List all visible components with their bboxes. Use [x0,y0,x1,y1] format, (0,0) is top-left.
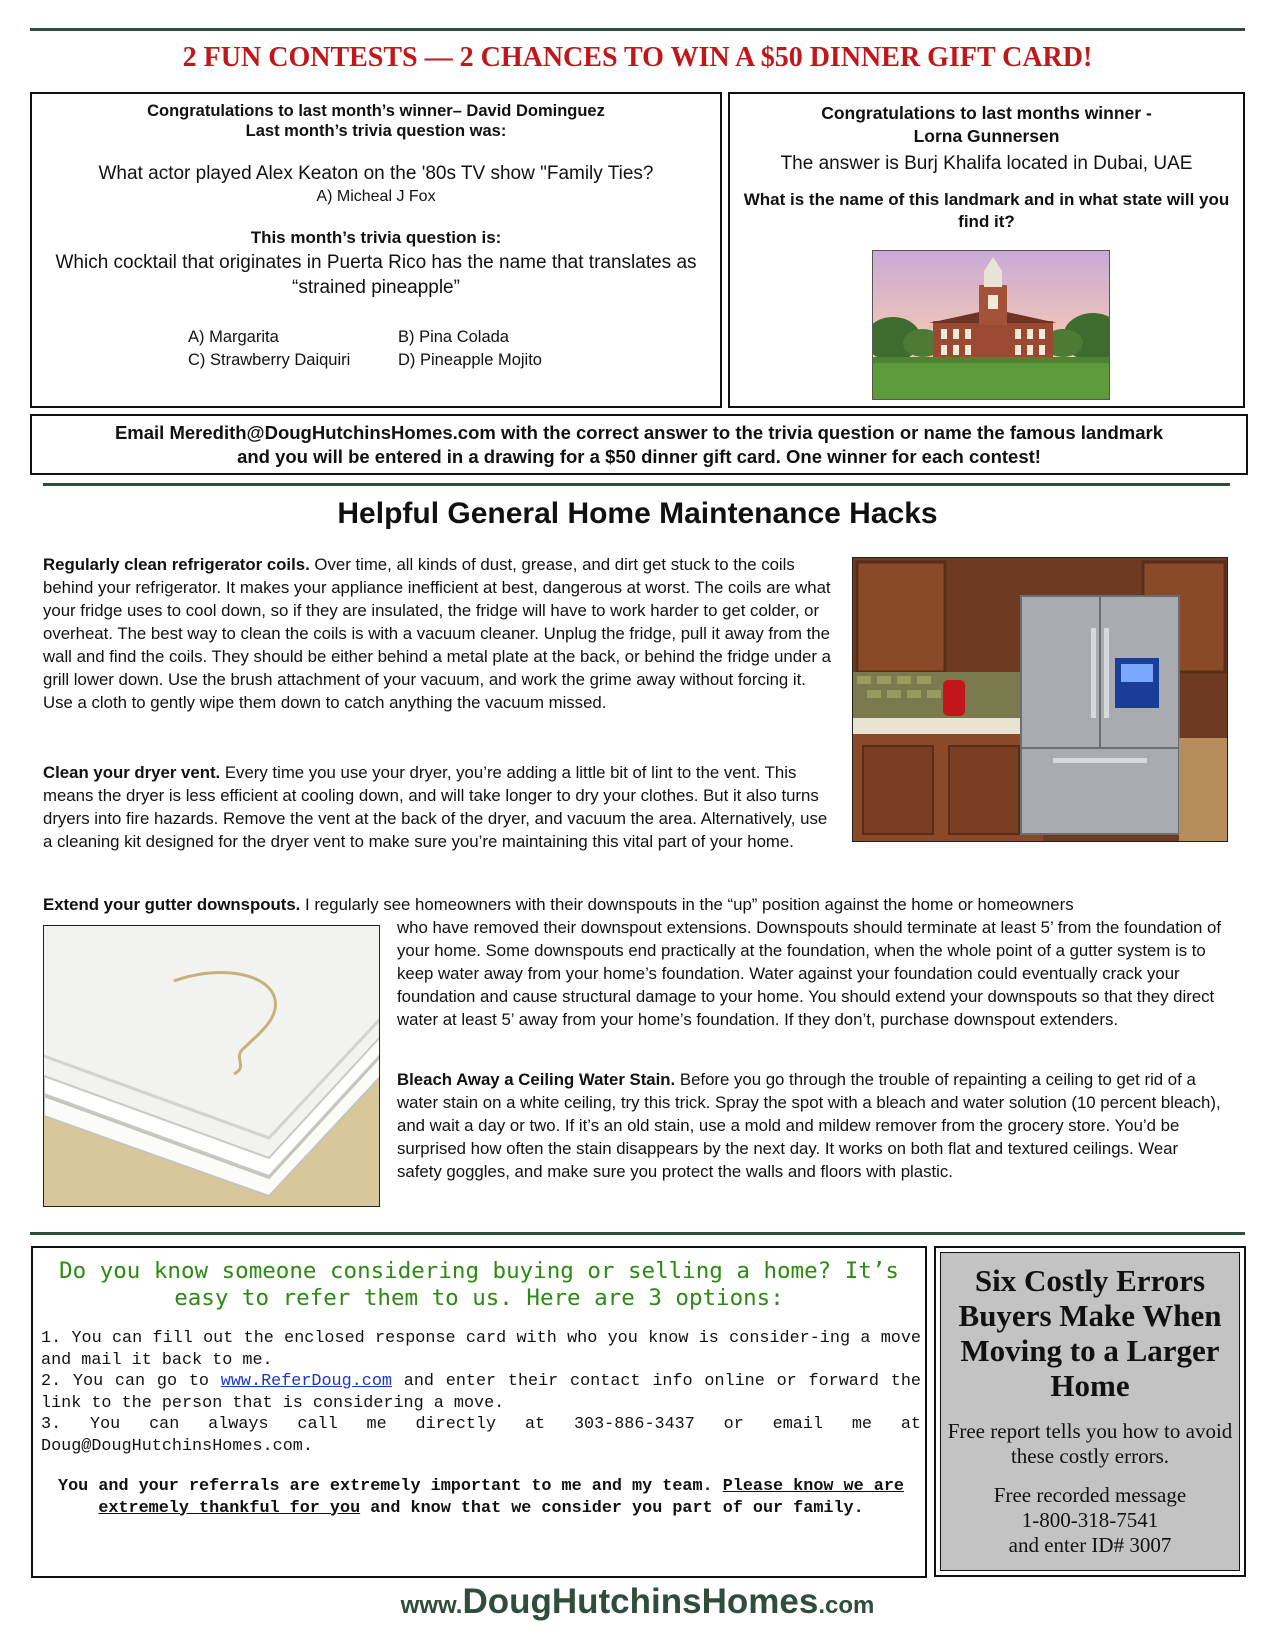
footer-tld: .com [818,1592,875,1619]
referral-heading: Do you know someone considering buying or selling a home? It’s easy to refer them to us. Here are 3 options: [59,1258,899,1311]
last-question: What actor played Alex Keaton on the '80s TV show "Family Ties? [98,163,654,184]
refrigerator-photo [852,557,1228,842]
option-b: B) Pina Colada [398,328,509,346]
email-entry-box [30,414,1248,475]
referral-option-3: 3. You can always call me directly at 303-886-3437 or email me at Doug@DougHutchinsHomes.com. [41,1415,921,1456]
this-question: Which cocktail that originates in Puerta Rico has the name that translates as “strained pineapple” [55,252,697,298]
hack-text: Every time you use your dryer, you’re adding a little bit of lint to the vent. This means the dryer is less efficient at cooling down, and will take longer to dry your clothes. But it also turns dryers into fire hazards. Remove the vent at the back of the dryer, and vacuum the area. Alternatively, use a cleaning kit designed for the dryer vent to make sure you’re maintaining this vital part of your home. [43,763,828,851]
landmark-congrats [730,102,1243,148]
hack-lead: Clean your dryer vent. [43,763,221,782]
refer-doug-link[interactable]: www.ReferDoug.com [220,1372,392,1391]
report-message-line1: Free recorded message [993,1483,1187,1507]
this-question-label: This month’s trivia question is: [250,228,502,247]
hack-lead: Extend your gutter downspouts. [43,895,301,914]
referral-thanks-underlined: Please know we are extremely thankful for you [98,1477,904,1518]
referral-thanks-post: and know that we consider you part of our family. [360,1498,864,1518]
landmark-question: What is the name of this landmark and in what state will you find it? [743,190,1230,231]
hack-lead: Bleach Away a Ceiling Water Stain. [397,1070,676,1089]
section-rule [43,483,1230,486]
answer-options [188,326,608,372]
referral-option-2 [41,1371,921,1414]
landmark-winner-name: Lorna Gunnersen [913,126,1060,146]
referral-thanks [43,1476,919,1519]
hack-gutter-downspouts [43,893,1238,916]
hack-dryer-vent [43,761,838,853]
referral-options [41,1328,921,1457]
kitchen-refrigerator-image [853,558,1228,842]
report-message [941,1483,1239,1558]
hack-ceiling-stain [397,1068,1227,1183]
referral-option-2-post: and enter their contact info online or forward the link to the person that is considering a move. [41,1372,922,1413]
trivia-winner [32,101,720,141]
footer-name: DougHutchinsHomes [462,1582,819,1621]
independence-hall-image [873,251,1110,400]
report-subtitle: Free report tells you how to avoid these costly errors. [947,1419,1233,1468]
report-id: and enter ID# 3007 [1008,1533,1172,1557]
landmark-congrats-line1: Congratulations to last months winner - [821,103,1152,123]
hack-refrigerator-coils [43,553,838,714]
landmark-answer: The answer is Burj Khalifa located in Dubai, UAE [780,153,1193,174]
top-rule [30,28,1245,31]
landmark-photo [872,250,1110,400]
last-answer: A) Micheal J Fox [316,188,436,205]
footer-www: www. [400,1592,463,1619]
last-question-label: Last month’s trivia question was: [245,122,507,140]
landmark-box [728,92,1245,408]
contest-title: 2 FUN CONTESTS — 2 CHANCES TO WIN A $50 DINNER GIFT CARD! [182,42,1093,73]
referral-option-2-pre: 2. You can go to [41,1372,221,1391]
email-instructions-line2: and you will be entered in a drawing for a $50 dinner gift card. One winner for each contest! [237,446,1041,467]
bottom-section-rule [30,1232,1245,1235]
option-d: D) Pineapple Mojito [398,351,542,369]
free-report-box [934,1246,1246,1577]
referral-thanks-pre: You and your referrals are extremely important to me and my team. [58,1477,723,1496]
referral-option-1: 1. You can fill out the enclosed response card with who you know is consider-ing a move and mail it back to me. [41,1329,921,1370]
free-report-inner [940,1252,1240,1571]
trivia-box [30,92,722,408]
hack-text: Over time, all kinds of dust, grease, and dirt get stuck to the coils behind your refrigerator. It makes your appliance inefficient at best, dangerous at worst. The coils are what your fridge uses to cool down, so if they are insulated, the fridge will have to work harder to get colder, or overheat. The best way to clean the coils is with a vacuum cleaner. Unplug the fridge, pull it away from the wall and find the coils. They should be either behind a metal plate at the back, or behind the fridge under a grill lower down. Use the brush attachment of your vacuum, and work the grime away without forcing it. Use a cloth to gently wipe them down to catch anything the vacuum missed. [43,555,831,712]
maintenance-title: Helpful General Home Maintenance Hacks [337,497,938,530]
report-phone: 1-800-318-7541 [1021,1508,1159,1532]
option-a: A) Margarita [188,328,279,346]
ceiling-stain-photo [43,925,380,1207]
report-title: Six Costly Errors Buyers Make When Moving to a Larger Home [958,1263,1222,1403]
hack-lead: Regularly clean refrigerator coils. [43,555,310,574]
ceiling-water-stain-image [44,926,380,1207]
email-instructions-line1: Email Meredith@DougHutchinsHomes.com with the correct answer to the trivia question or name the famous landmark [114,422,1164,443]
trivia-winner-line: Congratulations to last month’s winner– David Dominguez [147,102,605,120]
hack-gutter-downspouts-cont [397,916,1223,1031]
option-c: C) Strawberry Daiquiri [188,351,351,369]
website-footer[interactable] [30,1582,1245,1622]
hack-text: who have removed their downspout extensions. Downspouts should terminate at least 5’ from the foundation of your home. Some downspouts end practically at the foundation, when the whole point of a gutter system is to keep water away from your home’s foundation. Water against your foundation could eventually crack your foundation and cause structural damage to your home. You should extend your downspouts so that they direct water at least 5’ away from your home’s foundation. If they don’t, purchase downspout extenders. [397,918,1222,1029]
hack-text-intro: I regularly see homeowners with their downspouts in the “up” position against the home or homeowners [300,895,1074,914]
referral-box [31,1246,927,1578]
hack-text: Before you go through the trouble of repainting a ceiling to get rid of a water stain on a white ceiling, try this trick. Spray the spot with a bleach and water solution (10 percent bleach), and wait a day or two. If it’s an old stain, use a mold and mildew remover from the grocery store. You’d be surprised how often the stain disappears by the next day. It works on both flat and textured ceilings. Wear safety goggles, and make sure you protect the walls and floors with plastic. [397,1070,1221,1181]
